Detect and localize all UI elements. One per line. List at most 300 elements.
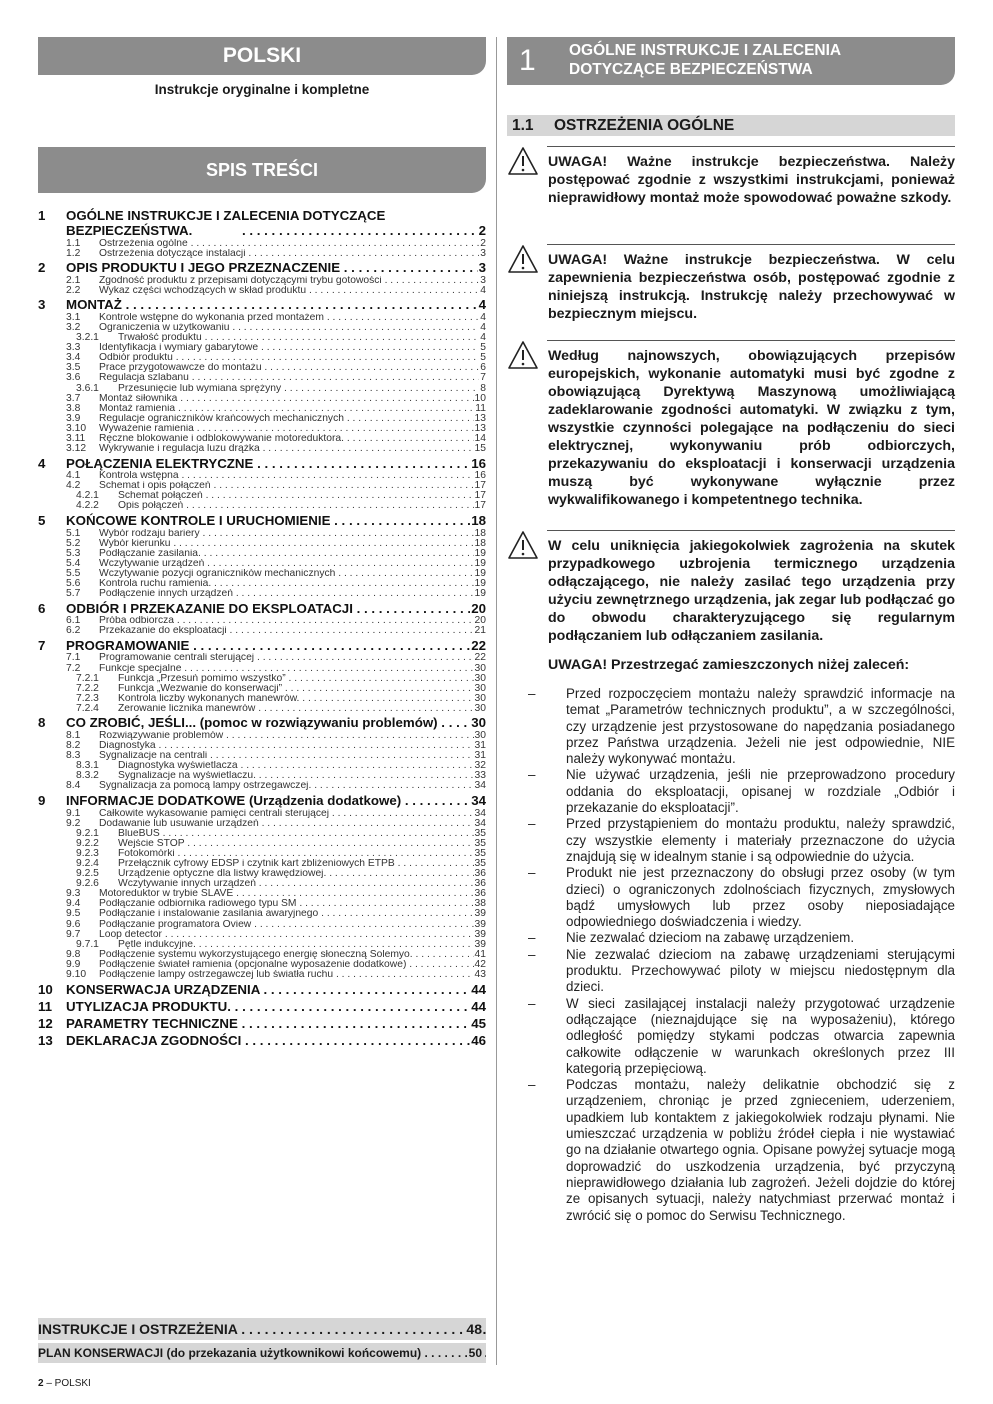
toc-entry-number: 7.2.2 bbox=[76, 683, 99, 694]
list-item bbox=[528, 865, 955, 930]
toc-entry[interactable] bbox=[38, 513, 486, 529]
toc-entry-page: 14 bbox=[474, 434, 486, 444]
toc-entry-title: Diagnostyka . . . bbox=[99, 741, 486, 751]
toc-entry-title: Zerowanie licznika manewrów . . . bbox=[118, 704, 486, 714]
page-number: 2 bbox=[38, 1378, 44, 1389]
toc-entry[interactable] bbox=[38, 456, 486, 472]
toc-entry[interactable] bbox=[38, 239, 486, 249]
toc-entry-number: 5.1 bbox=[66, 528, 81, 539]
toc-entry-page: 15 bbox=[474, 444, 486, 455]
toc-entry-page: 35 bbox=[474, 838, 486, 849]
toc-entry[interactable] bbox=[38, 363, 486, 373]
toc-entry-title: PROGRAMOWANIE . . . bbox=[66, 638, 486, 654]
toc-row-page: 48 bbox=[464, 1318, 482, 1340]
toc-entry[interactable] bbox=[38, 859, 486, 869]
toc-entry-number: 6.1 bbox=[66, 616, 81, 627]
warning-triangle-icon bbox=[507, 146, 539, 176]
toc-entry-number: 5 bbox=[38, 513, 46, 529]
toc-entry-page: 19 bbox=[474, 589, 486, 600]
toc-entry-number: 4.2 bbox=[66, 481, 81, 492]
toc-entry[interactable] bbox=[38, 260, 486, 276]
toc-entry[interactable] bbox=[38, 909, 486, 919]
toc-entry-page: 4 bbox=[480, 285, 486, 296]
toc-entry-number: 7.2.1 bbox=[76, 673, 99, 684]
toc-entry[interactable] bbox=[38, 869, 486, 879]
toc-entry-title: Funkcja „Przesuń pomimo wszystko” . . . bbox=[118, 674, 486, 684]
toc-entry-number: 1.1 bbox=[66, 238, 81, 249]
list-item bbox=[528, 996, 955, 1077]
toc-entry-number: 5.2 bbox=[66, 538, 81, 549]
toc-entry-title: PARAMETRY TECHNICZNE . . . bbox=[66, 1016, 486, 1032]
toc-entry-page: 13 bbox=[474, 423, 486, 434]
toc-entry-title: Dodawanie lub usuwanie urządzeń . . . bbox=[99, 819, 486, 829]
toc-entry-page: 45 bbox=[471, 1015, 486, 1031]
toc-row-instructions[interactable] bbox=[38, 1318, 486, 1340]
toc-entry-page: 33 bbox=[474, 771, 486, 782]
toc-entry-title: INFORMACJE DODATKOWE (Urządzenia dodatkowe) . . . bbox=[66, 793, 486, 809]
toc-entry-number: 9.7.1 bbox=[76, 939, 99, 950]
toc-entry-page: 30 bbox=[471, 715, 486, 731]
toc-entry-title: Wejście STOP . . . bbox=[118, 839, 486, 849]
list-item bbox=[528, 686, 955, 767]
toc-entry[interactable] bbox=[38, 674, 486, 684]
toc-entry[interactable] bbox=[38, 829, 486, 839]
toc-entry-title: Ostrzeżenia ogólne . . . bbox=[99, 239, 486, 249]
warning-text: Według najnowszych, obowiązujących przepisów europejskich, wykonanie automatyki musi być zgodne z obowiązującą Dyrektywą Maszynową umożliwiającą zadeklarowanie zgodności automatyki. W związku z tym, wszystkie czynności polegające na podłączeniu do sieci elektrycznej, wykonywaniu prób odbiorczych, przekazywaniu do eksploatacji i konserwacji urządzenia muszą być wykonywane wyłącznie przez wykwalifikowanego i kompetentnego technika. bbox=[548, 348, 955, 508]
toc-entry-title: MONTAŻ . . . bbox=[66, 297, 486, 313]
toc-entry-page: 3 bbox=[480, 248, 486, 259]
warning-triangle-icon bbox=[507, 530, 539, 560]
toc-entry-page: 43 bbox=[474, 970, 486, 981]
bullet-dash: – bbox=[528, 816, 536, 832]
toc-entry-number: 9.2.4 bbox=[76, 859, 99, 869]
toc-entry-title: Ręczne blokowanie i odblokowywanie motoreduktora. . . . bbox=[99, 434, 486, 444]
toc-entry-page: 7 bbox=[480, 373, 486, 384]
toc-entry-title: Podłączenie systemu wykorzystującego energię słoneczną Solemyo. . . . bbox=[99, 950, 486, 960]
toc-entry-page: 19 bbox=[474, 548, 486, 559]
toc-entry[interactable] bbox=[38, 501, 486, 511]
toc-entry[interactable] bbox=[38, 286, 486, 296]
toc-entry[interactable] bbox=[38, 781, 486, 791]
document-subtitle: Instrukcje oryginalne i kompletne bbox=[154, 82, 370, 97]
toc-entry-page: 22 bbox=[471, 637, 486, 653]
toc-entry-page: 30 bbox=[474, 703, 486, 714]
subsection-title: OSTRZEŻENIA OGÓLNE bbox=[554, 117, 735, 134]
table-of-contents bbox=[38, 206, 486, 1048]
toc-entry-page: 3 bbox=[480, 275, 486, 286]
toc-entry-number: 9.2 bbox=[66, 818, 81, 829]
toc-entry-number: 1.2 bbox=[66, 248, 81, 259]
toc-entry-page: 11 bbox=[475, 403, 486, 414]
warning-triangle-icon bbox=[507, 340, 539, 370]
toc-entry[interactable] bbox=[38, 960, 486, 970]
toc-entry-page: 35 bbox=[474, 828, 486, 839]
toc-entry-number: 12 bbox=[38, 1015, 53, 1031]
toc-entry-number: 8.3.2 bbox=[76, 771, 99, 782]
toc-entry-title: Pętle indukcyjne. . . . bbox=[118, 940, 486, 950]
toc-entry-title: Kontrola ruchu ramienia. . . . bbox=[99, 579, 486, 589]
toc-entry-title: OGÓLNE INSTRUKCJE I ZALECENIA DOTYCZĄCE BEZPIECZEŃSTWA. bbox=[66, 207, 386, 238]
bullet-dash: – bbox=[528, 930, 536, 946]
toc-entry-title: UTYLIZACJA PRODUKTU. . . . bbox=[66, 999, 486, 1015]
toc-entry-page: 31 bbox=[474, 741, 486, 752]
toc-entry-page: 17 bbox=[474, 481, 486, 492]
bullet-dash: – bbox=[528, 946, 536, 962]
subsection-heading bbox=[507, 115, 955, 136]
toc-entry[interactable] bbox=[38, 404, 486, 414]
toc-entry-page: 6 bbox=[480, 363, 486, 374]
toc-entry-number: 9.9 bbox=[66, 959, 81, 970]
section-number: 1 bbox=[519, 44, 536, 77]
toc-entry[interactable] bbox=[38, 751, 486, 761]
toc-entry-title: Wczytywanie innych urządzeń . . . bbox=[118, 879, 486, 889]
section-title-line: DOTYCZĄCE BEZPIECZEŃSTWA bbox=[569, 61, 813, 78]
toc-entry[interactable] bbox=[38, 1033, 486, 1049]
toc-entry-title: KOŃCOWE KONTROLE I URUCHOMIENIE . . . bbox=[66, 513, 486, 529]
toc-entry-title: Całkowite wykasowanie pamięci centrali sterującej . . . bbox=[99, 809, 486, 819]
toc-entry[interactable] bbox=[38, 715, 486, 731]
list-item-text: Nie używać urządzenia, jeśli nie przeprowadzono procedury oddania do eksploatacji, opisanej w rozdziale „Odbiór i przekazanie do eksploatacji”. bbox=[566, 767, 955, 816]
toc-entry-number: 9.8 bbox=[66, 949, 81, 960]
toc-entry[interactable] bbox=[38, 424, 486, 434]
toc-entry[interactable] bbox=[38, 940, 486, 950]
toc-row-title: INSTRUKCJE I OSTRZEŻENIA . . . bbox=[38, 1321, 486, 1337]
toc-entry[interactable] bbox=[38, 481, 486, 491]
language-banner: POLSKI bbox=[38, 37, 486, 75]
toc-entry-page: 39 bbox=[474, 939, 486, 950]
toc-entry-page: 22 bbox=[474, 653, 486, 664]
divider bbox=[547, 530, 955, 531]
toc-entry[interactable] bbox=[38, 889, 486, 899]
toc-entry-title: Kontrole wstępne do wykonania przed montażem . . . bbox=[99, 313, 486, 323]
toc-entry-number: 9.4 bbox=[66, 899, 81, 910]
toc-entry-number: 7.2.3 bbox=[76, 693, 99, 704]
toc-entry-number: 9.2.1 bbox=[76, 828, 99, 839]
toc-entry-number: 4.2.1 bbox=[76, 491, 99, 502]
toc-title: SPIS TREŚCI bbox=[38, 147, 486, 193]
toc-entry[interactable] bbox=[38, 819, 486, 829]
toc-entry[interactable] bbox=[38, 694, 486, 704]
toc-entry-page: 18 bbox=[474, 528, 486, 539]
toc-entry-number: 9.6 bbox=[66, 919, 81, 930]
toc-entry[interactable] bbox=[38, 653, 486, 663]
recommendations-heading: UWAGA! Przestrzegać zamieszczonych niżej zaleceń: bbox=[548, 657, 910, 673]
toc-entry-number: 3.5 bbox=[66, 363, 81, 374]
toc-entry-page: 17 bbox=[474, 491, 486, 502]
toc-entry-number: 3.11 bbox=[66, 434, 86, 444]
toc-entry-page: 35 bbox=[474, 848, 486, 859]
toc-entry-title: Schemat i opis połączeń . . . bbox=[99, 481, 486, 491]
toc-entry-number: 3.6.1 bbox=[76, 383, 99, 394]
toc-entry-page: 8 bbox=[480, 383, 486, 394]
toc-entry[interactable] bbox=[38, 549, 486, 559]
toc-entry-number: 8.3 bbox=[66, 751, 81, 762]
toc-entry-number: 5.3 bbox=[66, 548, 81, 559]
toc-entry[interactable] bbox=[38, 569, 486, 579]
toc-entry-page: 39 bbox=[474, 919, 486, 930]
toc-entry-title: Trwałość produktu . . . bbox=[118, 333, 486, 343]
list-item bbox=[528, 947, 955, 996]
warning-text: W celu uniknięcia jakiegokolwiek zagrożenia na skutek przypadkowego uzbrojenia termicznego urządzenia odłączającego, nie należy zasilać tego urządzenia przy użyciu zewnętrznego urządzenia, jak zegar lub podłączać go do obwodu charakteryzującego się regularnym podłączaniem lub odłączaniem zasilania. bbox=[548, 538, 955, 644]
toc-entry-title: POŁĄCZENIA ELEKTRYCZNE . . . bbox=[66, 456, 486, 472]
toc-entry-title: Podłączanie i instalowanie zasilania awaryjnego . . . bbox=[99, 909, 486, 919]
toc-entry-page: 4 bbox=[478, 297, 486, 313]
toc-entry-page: 44 bbox=[471, 998, 486, 1014]
toc-entry[interactable] bbox=[38, 731, 486, 741]
toc-entry-page: 30 bbox=[474, 683, 486, 694]
toc-entry-number: 5.4 bbox=[66, 558, 81, 569]
toc-entry-page: 20 bbox=[474, 616, 486, 627]
toc-entry-title: Odbiór produktu . . . bbox=[99, 353, 486, 363]
toc-entry-number: 9.7 bbox=[66, 929, 81, 940]
bullet-dash: – bbox=[528, 865, 536, 881]
list-item-text: Podczas montażu, należy delikatnie obchodzić się z urządzeniem, chroniąc je przed zgnieceniem, uderzeniem, upadkiem lub kontaktem z jakiegokolwiek rodzaju płynami. Nie umieszczać urządzenia w pobliżu źródeł ciepła i nie wystawiać go na działanie otwartego ognia. Opisane powyżej sytuacje mogą doprowadzić do uszkodzenia urządzenia, być przyczyną nieprawidłowego działania lub zagrożeń. Jeżeli dojdzie do której ze opisanych sytuacji, należy natychmiast przerwać montaż i zwrócić się o pomoc do Serwisu Technicznego. bbox=[566, 1077, 955, 1223]
toc-entry-number: 7.1 bbox=[66, 653, 81, 664]
toc-entry-page: 21 bbox=[474, 626, 486, 637]
toc-entry-number: 9.3 bbox=[66, 889, 81, 900]
toc-entry-title: CO ZROBIĆ, JEŚLI... (pomoc w rozwiązywaniu problemów) . . . bbox=[66, 715, 486, 731]
toc-entry[interactable] bbox=[38, 529, 486, 539]
list-item-text: Produkt nie jest przeznaczony do obsługi przez osoby (w tym dzieci) o ograniczonych zdolnościach fizycznych, zmysłowych bądź umysłowych lub przez osoby nieposiadające odpowiedniego doświadczenia i wiedzy. bbox=[566, 865, 955, 930]
toc-entry[interactable] bbox=[38, 638, 486, 654]
toc-entry[interactable] bbox=[38, 297, 486, 313]
toc-entry-number: 8 bbox=[38, 715, 46, 731]
toc-entry-page: 18 bbox=[471, 513, 486, 529]
toc-entry[interactable] bbox=[38, 384, 486, 394]
toc-entry[interactable] bbox=[38, 249, 486, 259]
toc-entry-page: 20 bbox=[471, 600, 486, 616]
list-item bbox=[528, 767, 955, 816]
toc-dot-leader bbox=[242, 223, 486, 239]
toc-entry-title: Wykaz części wchodzących w skład produktu . . . bbox=[99, 286, 486, 296]
toc-entry-title: Podłączanie programatora Oview . . . bbox=[99, 920, 486, 930]
toc-entry-title: Kontrola liczby wykonanych manewrów. . . . bbox=[118, 694, 486, 704]
toc-entry-page: 34 bbox=[471, 793, 486, 809]
divider bbox=[547, 340, 955, 341]
toc-entry-page: 30 bbox=[474, 673, 486, 684]
bullet-dash: – bbox=[528, 995, 536, 1011]
toc-entry[interactable] bbox=[38, 616, 486, 626]
toc-entry-number: 9.2.6 bbox=[76, 879, 99, 890]
list-item bbox=[528, 816, 955, 865]
toc-entry-number: 4.2.2 bbox=[76, 501, 99, 512]
toc-row-title: PLAN KONSERWACJI (do przekazania użytkownikowi końcowemu) . . . bbox=[38, 1346, 486, 1360]
toc-entry-title: Kontrola wstępna . . . bbox=[99, 471, 486, 481]
bullet-dash: – bbox=[528, 1077, 536, 1093]
toc-entry-title: Próba odbiorcza . . . bbox=[99, 616, 486, 626]
toc-entry[interactable] bbox=[38, 999, 486, 1015]
toc-entry-page: 34 bbox=[474, 781, 486, 792]
section-title bbox=[569, 41, 841, 79]
toc-entry-title: Ograniczenia w użytkowaniu . . . bbox=[99, 323, 486, 333]
toc-entry-page: 4 bbox=[480, 312, 486, 323]
section-title-line: OGÓLNE INSTRUKCJE I ZALECENIA bbox=[569, 42, 842, 59]
toc-entry-title: Rozwiązywanie problemów . . . bbox=[99, 731, 486, 741]
toc-entry[interactable] bbox=[38, 741, 486, 751]
toc-entry[interactable] bbox=[38, 323, 486, 333]
toc-entry[interactable] bbox=[38, 684, 486, 694]
page-footer bbox=[38, 1378, 91, 1389]
toc-entry-page: 46 bbox=[471, 1032, 486, 1048]
toc-entry-number: 3.8 bbox=[66, 403, 81, 414]
toc-row-maintenance-plan[interactable] bbox=[38, 1343, 486, 1363]
toc-entry-number: 4 bbox=[38, 455, 46, 471]
toc-entry-title: Przełącznik cyfrowy EDSP i czytnik kart zbliżeniowych ETPB . . . bbox=[118, 859, 486, 869]
toc-entry-page: 10 bbox=[474, 393, 486, 404]
toc-entry[interactable] bbox=[38, 839, 486, 849]
toc-entry[interactable] bbox=[38, 394, 486, 404]
toc-entry[interactable] bbox=[38, 313, 486, 323]
toc-entry-number: 9.5 bbox=[66, 909, 81, 920]
toc-entry-title: Regulacje ograniczników krańcowych mechanicznych . . . bbox=[99, 414, 486, 424]
toc-entry[interactable] bbox=[38, 899, 486, 909]
toc-entry[interactable] bbox=[38, 664, 486, 674]
toc-entry-number: 5.5 bbox=[66, 568, 81, 579]
toc-entry-number: 9.10 bbox=[66, 970, 87, 981]
toc-entry-number: 3.6 bbox=[66, 373, 81, 384]
toc-entry[interactable] bbox=[38, 434, 486, 444]
toc-entry-page: 41 bbox=[474, 949, 486, 960]
toc-entry[interactable] bbox=[38, 601, 486, 617]
toc-entry-page: 4 bbox=[480, 333, 486, 344]
toc-entry-title: OPIS PRODUKTU I JEGO PRZEZNACZENIE . . . bbox=[66, 260, 486, 276]
column-divider bbox=[496, 37, 497, 1365]
toc-entry-title: Wybór kierunku . . . bbox=[99, 539, 486, 549]
toc-entry-title: Fotokomórki . . . bbox=[118, 849, 486, 859]
toc-entry-number: 3.10 bbox=[66, 423, 87, 434]
toc-entry[interactable] bbox=[38, 982, 486, 998]
toc-entry-title: Podłączenie innych urządzeń . . . bbox=[99, 589, 486, 599]
toc-entry-title: KONSERWACJA URZĄDZENIA . . . bbox=[66, 982, 486, 998]
toc-entry-page: 4 bbox=[480, 322, 486, 333]
toc-entry-number: 9.2.2 bbox=[76, 838, 99, 849]
toc-entry-number: 3 bbox=[38, 297, 46, 313]
toc-entry[interactable] bbox=[38, 373, 486, 383]
toc-entry[interactable] bbox=[38, 793, 486, 809]
toc-entry-number: 2.2 bbox=[66, 285, 81, 296]
warning-triangle-icon bbox=[507, 244, 539, 274]
toc-entry-number: 3.4 bbox=[66, 353, 81, 364]
toc-entry-number: 11 bbox=[38, 998, 53, 1014]
toc-entry-number: 9 bbox=[38, 793, 46, 809]
toc-row-page: 50 bbox=[467, 1343, 482, 1363]
toc-entry-title: Urządzenie optyczne dla listwy krawędziowej. . . . bbox=[118, 869, 486, 879]
list-item-text: Nie zezwalać dzieciom na zabawę urządzeniem. bbox=[566, 930, 855, 946]
toc-entry[interactable] bbox=[38, 539, 486, 549]
list-item-text: Przed przystąpieniem do montażu produktu, należy sprawdzić, czy wszystkie elementy i materiały przeznaczone do użycia znajdują się w idealnym stanie i są odpowiednie do użycia. bbox=[566, 816, 955, 864]
toc-entry-title: Funkcje specjalne . . . bbox=[99, 664, 486, 674]
toc-entry-number: 3.12 bbox=[66, 444, 87, 455]
toc-entry[interactable] bbox=[38, 771, 486, 781]
toc-entry-page: 16 bbox=[471, 455, 486, 471]
toc-entry-title: Sygnalizacje na centrali . . . bbox=[99, 751, 486, 761]
toc-entry-number: 9.2.3 bbox=[76, 848, 99, 859]
toc-entry[interactable] bbox=[38, 950, 486, 960]
toc-entry-title: Podłączanie zasilania. . . . bbox=[99, 549, 486, 559]
toc-entry[interactable] bbox=[38, 920, 486, 930]
list-item-text: Przed rozpoczęciem montażu należy sprawdzić informacje na temat „Parametrów technicznych produktu”, a w szczególności, czy urządzenie jest przystosowane do napędzania posiadanego przez Państwa urządzenia. Jeżeli nie jest odpowiednie, NIE należy wykonywać montażu. bbox=[566, 686, 955, 767]
toc-entry-number: 6 bbox=[38, 600, 46, 616]
toc-entry[interactable] bbox=[38, 471, 486, 481]
toc-entry-number: 5.6 bbox=[66, 579, 81, 590]
toc-entry-page: 39 bbox=[474, 929, 486, 940]
toc-entry-number: 2 bbox=[38, 260, 46, 276]
toc-entry-number: 6.2 bbox=[66, 626, 81, 637]
toc-entry[interactable] bbox=[38, 208, 486, 239]
toc-entry-title: Wykrywanie i regulacja luzu drążka . . . bbox=[99, 444, 486, 454]
toc-entry-page: 13 bbox=[474, 413, 486, 424]
toc-entry[interactable] bbox=[38, 579, 486, 589]
toc-entry[interactable] bbox=[38, 491, 486, 501]
section-banner bbox=[507, 37, 955, 85]
toc-entry-number: 7.2 bbox=[66, 663, 81, 674]
toc-entry-number: 8.4 bbox=[66, 781, 81, 792]
toc-entry-title: Ostrzeżenia dotyczące instalacji . . . bbox=[99, 249, 486, 259]
toc-entry-title: Wyważenie ramienia . . . bbox=[99, 424, 486, 434]
toc-entry-title: Regulacja szlabanu . . . bbox=[99, 373, 486, 383]
toc-entry[interactable] bbox=[38, 970, 486, 980]
bullet-dash: – bbox=[528, 686, 536, 701]
toc-entry-title: Wczytywanie urządzeń . . . bbox=[99, 559, 486, 569]
toc-entry[interactable] bbox=[38, 444, 486, 454]
toc-entry[interactable] bbox=[38, 559, 486, 569]
toc-entry[interactable] bbox=[38, 809, 486, 819]
toc-entry-title: Motoreduktor w trybie SLAVE . . . bbox=[99, 889, 486, 899]
toc-entry-title: Schemat połączeń . . . bbox=[118, 491, 486, 501]
toc-entry-page: 38 bbox=[474, 899, 486, 910]
toc-entry-title: Przesunięcie lub wymiana sprężyny . . . bbox=[118, 384, 486, 394]
toc-entry[interactable] bbox=[38, 704, 486, 714]
toc-entry[interactable] bbox=[38, 849, 486, 859]
toc-entry[interactable] bbox=[38, 879, 486, 889]
toc-entry-page: 35 bbox=[474, 859, 486, 869]
list-item-text: Nie zezwalać dzieciom na zabawę urządzeniami sterującymi produktu. Przechowywać piloty w miejscu niedostępnym dla dzieci. bbox=[566, 946, 955, 995]
toc-entry-title: Zgodność produktu z przepisami dotyczącymi trybu gotowości . . . bbox=[99, 276, 486, 286]
toc-entry-page: 36 bbox=[474, 879, 486, 890]
bullet-dash: – bbox=[528, 767, 536, 783]
toc-entry[interactable] bbox=[38, 761, 486, 771]
toc-entry-page: 31 bbox=[474, 751, 486, 762]
toc-entry-title: Opis połączeń . . . bbox=[118, 501, 486, 511]
toc-entry-title: Wybór rodzaju bariery . . . bbox=[99, 529, 486, 539]
toc-entry[interactable] bbox=[38, 1016, 486, 1032]
warning-text: UWAGA! Ważne instrukcje bezpieczeństwa. Należy postępować zgodnie z wszystkimi instrukcjami, ponieważ nieprawidłowy montaż może spowodować poważne szkody. bbox=[548, 154, 955, 206]
toc-entry-number: 8.3.1 bbox=[76, 761, 99, 772]
toc-entry[interactable] bbox=[38, 353, 486, 363]
toc-entry-page: 42 bbox=[474, 959, 486, 970]
divider bbox=[547, 244, 955, 245]
toc-entry[interactable] bbox=[38, 414, 486, 424]
toc-entry[interactable] bbox=[38, 930, 486, 940]
toc-entry-page: 19 bbox=[474, 568, 486, 579]
toc-entry[interactable] bbox=[38, 276, 486, 286]
list-item bbox=[528, 1077, 955, 1224]
toc-entry-page: 32 bbox=[474, 761, 486, 772]
toc-entry-page: 36 bbox=[474, 889, 486, 900]
toc-entry-page: 17 bbox=[474, 501, 486, 512]
toc-entry-number: 4.1 bbox=[66, 471, 81, 482]
toc-entry[interactable] bbox=[38, 626, 486, 636]
toc-entry-number: 9.2.5 bbox=[76, 869, 99, 880]
toc-entry-number: 2.1 bbox=[66, 275, 81, 286]
toc-entry-page: 3 bbox=[478, 260, 486, 276]
toc-entry[interactable] bbox=[38, 343, 486, 353]
list-item bbox=[528, 930, 955, 946]
toc-entry-number: 3.3 bbox=[66, 343, 81, 354]
toc-entry[interactable] bbox=[38, 333, 486, 343]
toc-entry-title: Wczytywanie pozycji ograniczników mechanicznych . . . bbox=[99, 569, 486, 579]
toc-entry[interactable] bbox=[38, 589, 486, 599]
